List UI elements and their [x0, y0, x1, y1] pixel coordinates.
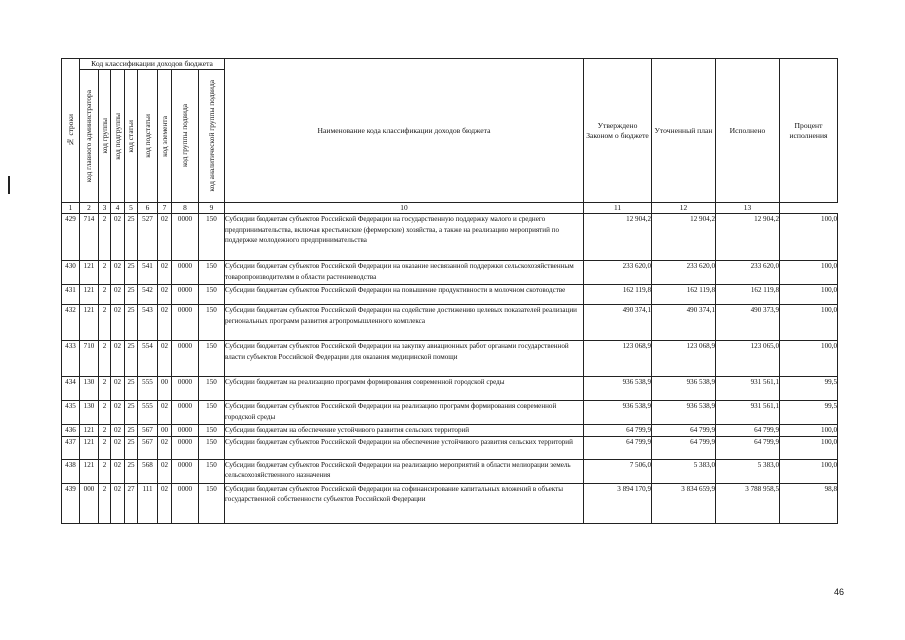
cell-el: 00	[158, 377, 172, 401]
cell-st: 25	[125, 425, 138, 437]
cell-el: 02	[158, 341, 172, 377]
cell-el: 02	[158, 483, 172, 523]
name-header: Наименование кода классификации доходов бюджета	[225, 59, 584, 203]
cell-refined: 233 620,0	[652, 261, 716, 285]
col-number: 6	[138, 203, 158, 214]
cell-a: 121	[80, 285, 99, 305]
cell-g: 2	[99, 214, 111, 261]
cell-executed: 123 065,0	[716, 341, 780, 377]
subtype-group-code-header	[172, 70, 199, 203]
cell-sg: 02	[111, 436, 125, 459]
cell-an: 150	[199, 436, 225, 459]
analytic-group-code-header	[199, 70, 225, 203]
cell-pct: 100,0	[780, 459, 838, 483]
cell-approved: 12 904,2	[584, 214, 652, 261]
group-code-header	[99, 70, 111, 203]
cell-name: Субсидии бюджетам субъектов Российской Федерации на повышение продуктивности в молочном скотоводстве	[225, 285, 584, 305]
table-row	[62, 436, 838, 459]
cell-sub: 0000	[172, 341, 199, 377]
cell-g: 2	[99, 425, 111, 437]
cell-st: 25	[125, 341, 138, 377]
cell-el: 02	[158, 214, 172, 261]
cell-g: 2	[99, 377, 111, 401]
cell-executed: 931 561,1	[716, 377, 780, 401]
subarticle-code-header	[138, 70, 158, 203]
admin-code-header	[80, 70, 99, 203]
cell-approved: 490 374,1	[584, 305, 652, 341]
cell-executed: 233 620,0	[716, 261, 780, 285]
element-code-label: код элемента	[159, 115, 169, 157]
admin-code-label: код главного администратора	[84, 89, 94, 183]
cell-executed: 12 904,2	[716, 214, 780, 261]
cell-approved: 7 506,0	[584, 459, 652, 483]
cell-a: 000	[80, 483, 99, 523]
budget-revenue-table	[61, 58, 838, 524]
table-row	[62, 459, 838, 483]
table-row	[62, 305, 838, 341]
cell-approved: 64 799,9	[584, 425, 652, 437]
cell-a: 130	[80, 401, 99, 425]
cell-an: 150	[199, 261, 225, 285]
cell-sg: 02	[111, 341, 125, 377]
cell-refined: 3 834 659,9	[652, 483, 716, 523]
article-code-label: код статьи	[126, 119, 136, 153]
cell-sub: 0000	[172, 425, 199, 437]
cell-pct: 99,5	[780, 401, 838, 425]
cell-n: 429	[62, 214, 80, 261]
col-number: 3	[99, 203, 111, 214]
cell-name: Субсидии бюджетам субъектов Российской Федерации на реализацию программ формирования современной городской среды	[225, 401, 584, 425]
cell-sg: 02	[111, 425, 125, 437]
col-number: 10	[225, 203, 584, 214]
cell-name: Субсидии бюджетам на обеспечение устойчивого развития сельских территорий	[225, 425, 584, 437]
cell-an: 150	[199, 285, 225, 305]
cell-name: Субсидии бюджетам субъектов Российской Федерации на закупку авиационных работ органами государственной власти субъектов Российской Федерации для оказания медицинской помощи	[225, 341, 584, 377]
cell-sub: 0000	[172, 377, 199, 401]
cell-executed: 64 799,9	[716, 436, 780, 459]
cell-name: Субсидии бюджетам субъектов Российской Федерации на реализацию мероприятий в области мелиорации земель сельскохозяйственного назначения	[225, 459, 584, 483]
cell-g: 2	[99, 483, 111, 523]
cell-ss: 541	[138, 261, 158, 285]
cell-executed: 3 788 958,5	[716, 483, 780, 523]
table-row	[62, 377, 838, 401]
article-code-header	[125, 70, 138, 203]
executed-header: Исполнено	[716, 59, 780, 203]
cell-sg: 02	[111, 305, 125, 341]
cell-el: 00	[158, 425, 172, 437]
cell-refined: 64 799,9	[652, 436, 716, 459]
cell-an: 150	[199, 305, 225, 341]
cell-ss: 555	[138, 377, 158, 401]
cell-ss: 568	[138, 459, 158, 483]
cell-name: Субсидии бюджетам субъектов Российской Федерации на софинансирование капитальных вложений в объекты государственной собственности субъектов Российской Федерации	[225, 483, 584, 523]
row-number-header	[62, 59, 80, 203]
table-row	[62, 425, 838, 437]
cell-sub: 0000	[172, 285, 199, 305]
cell-approved: 936 538,9	[584, 377, 652, 401]
cell-el: 02	[158, 459, 172, 483]
col-number: 9	[199, 203, 225, 214]
table-row	[62, 261, 838, 285]
cell-n: 432	[62, 305, 80, 341]
cell-st: 25	[125, 285, 138, 305]
percent-header: Процент исполнения	[780, 59, 838, 203]
group-code-label: код группы	[99, 118, 109, 154]
cell-an: 150	[199, 459, 225, 483]
cell-st: 25	[125, 261, 138, 285]
cell-st: 25	[125, 377, 138, 401]
table-row	[62, 401, 838, 425]
cell-sub: 0000	[172, 436, 199, 459]
cell-pct: 100,0	[780, 305, 838, 341]
cell-a: 130	[80, 377, 99, 401]
cell-ss: 554	[138, 341, 158, 377]
col-number: 13	[716, 203, 780, 214]
cell-a: 121	[80, 425, 99, 437]
cell-approved: 233 620,0	[584, 261, 652, 285]
table-row	[62, 214, 838, 261]
cell-a: 121	[80, 459, 99, 483]
cell-n: 435	[62, 401, 80, 425]
table-row	[62, 341, 838, 377]
cell-refined: 5 383,0	[652, 459, 716, 483]
cell-sub: 0000	[172, 261, 199, 285]
cell-a: 121	[80, 436, 99, 459]
page-number: 46	[834, 587, 845, 597]
cell-ss: 527	[138, 214, 158, 261]
col-number: 4	[111, 203, 125, 214]
cell-sg: 02	[111, 401, 125, 425]
cell-el: 02	[158, 436, 172, 459]
cell-refined: 64 799,9	[652, 425, 716, 437]
col-number: 7	[158, 203, 172, 214]
cell-refined: 162 119,8	[652, 285, 716, 305]
cell-g: 2	[99, 285, 111, 305]
cell-an: 150	[199, 214, 225, 261]
cell-sub: 0000	[172, 401, 199, 425]
cell-approved: 3 894 170,9	[584, 483, 652, 523]
col-number: 2	[80, 203, 99, 214]
cell-st: 25	[125, 305, 138, 341]
table-row	[62, 483, 838, 523]
cell-sg: 02	[111, 377, 125, 401]
cell-sg: 02	[111, 483, 125, 523]
cell-sg: 02	[111, 285, 125, 305]
scan-edge-mark	[8, 176, 10, 194]
subtype-group-code-label: код группы подвида	[180, 104, 190, 168]
cell-g: 2	[99, 305, 111, 341]
cell-pct: 100,0	[780, 261, 838, 285]
cell-executed: 64 799,9	[716, 425, 780, 437]
cell-name: Субсидии бюджетам субъектов Российской Федерации на государственную поддержку малого и среднего предпринимательства, включая крестьянские (фермерские) хозяйства, а также на реализацию мероприятий по поддержке молодежного предпринимательства	[225, 214, 584, 261]
cell-ss: 542	[138, 285, 158, 305]
cell-executed: 5 383,0	[716, 459, 780, 483]
cell-a: 121	[80, 261, 99, 285]
subarticle-code-label: код подстатьи	[142, 114, 152, 158]
col-number: 11	[584, 203, 652, 214]
cell-st: 25	[125, 401, 138, 425]
cell-sub: 0000	[172, 459, 199, 483]
cell-executed: 490 373,9	[716, 305, 780, 341]
subgroup-code-label: код подгруппы	[112, 112, 122, 160]
cell-approved: 162 119,8	[584, 285, 652, 305]
cell-n: 433	[62, 341, 80, 377]
cell-n: 437	[62, 436, 80, 459]
col-number: 5	[125, 203, 138, 214]
cell-ss: 555	[138, 401, 158, 425]
cell-name: Субсидии бюджетам субъектов Российской Федерации на содействие достижению целевых показателей реализации региональных программ развития агропромышленного комплекса	[225, 305, 584, 341]
cell-an: 150	[199, 377, 225, 401]
cell-pct: 100,0	[780, 341, 838, 377]
col-number: 8	[172, 203, 199, 214]
cell-sub: 0000	[172, 214, 199, 261]
cell-n: 430	[62, 261, 80, 285]
cell-g: 2	[99, 401, 111, 425]
cell-approved: 936 538,9	[584, 401, 652, 425]
cell-ss: 111	[138, 483, 158, 523]
classification-code-group-header: Код классификации доходов бюджета	[80, 59, 225, 70]
row-number-header-label: № строки	[65, 114, 75, 147]
cell-st: 25	[125, 214, 138, 261]
analytic-group-code-label: код аналитической группы подвида	[206, 80, 216, 192]
cell-refined: 936 538,9	[652, 377, 716, 401]
cell-an: 150	[199, 425, 225, 437]
cell-el: 02	[158, 305, 172, 341]
cell-st: 27	[125, 483, 138, 523]
column-number-row	[62, 203, 838, 214]
cell-st: 25	[125, 459, 138, 483]
col-number: 1	[62, 203, 80, 214]
cell-approved: 64 799,9	[584, 436, 652, 459]
cell-sg: 02	[111, 459, 125, 483]
table-row	[62, 285, 838, 305]
cell-n: 436	[62, 425, 80, 437]
cell-pct: 100,0	[780, 285, 838, 305]
cell-an: 150	[199, 401, 225, 425]
cell-g: 2	[99, 459, 111, 483]
cell-sg: 02	[111, 261, 125, 285]
cell-el: 02	[158, 261, 172, 285]
cell-n: 438	[62, 459, 80, 483]
cell-refined: 123 068,9	[652, 341, 716, 377]
cell-el: 02	[158, 285, 172, 305]
cell-pct: 98,8	[780, 483, 838, 523]
cell-sg: 02	[111, 214, 125, 261]
element-code-header	[158, 70, 172, 203]
approved-header: Утверждено Законом о бюджете	[584, 59, 652, 203]
cell-name: Субсидии бюджетам субъектов Российской Федерации на обеспечение устойчивого развития сельских территорий	[225, 436, 584, 459]
subgroup-code-header	[111, 70, 125, 203]
cell-approved: 123 068,9	[584, 341, 652, 377]
cell-ss: 567	[138, 425, 158, 437]
cell-refined: 936 538,9	[652, 401, 716, 425]
cell-pct: 100,0	[780, 425, 838, 437]
cell-g: 2	[99, 261, 111, 285]
cell-ss: 567	[138, 436, 158, 459]
cell-n: 431	[62, 285, 80, 305]
cell-g: 2	[99, 436, 111, 459]
cell-an: 150	[199, 483, 225, 523]
cell-an: 150	[199, 341, 225, 377]
cell-executed: 162 119,8	[716, 285, 780, 305]
cell-executed: 931 561,1	[716, 401, 780, 425]
cell-refined: 12 904,2	[652, 214, 716, 261]
cell-a: 121	[80, 305, 99, 341]
cell-pct: 100,0	[780, 436, 838, 459]
refined-plan-header: Уточненный план	[652, 59, 716, 203]
cell-pct: 100,0	[780, 214, 838, 261]
cell-ss: 543	[138, 305, 158, 341]
cell-n: 434	[62, 377, 80, 401]
cell-name: Субсидии бюджетам субъектов Российской Федерации на оказание несвязанной поддержки сельскохозяйственным товаропроизводителям в области растениеводства	[225, 261, 584, 285]
cell-refined: 490 374,1	[652, 305, 716, 341]
cell-sub: 0000	[172, 305, 199, 341]
col-number: 12	[652, 203, 716, 214]
cell-a: 710	[80, 341, 99, 377]
cell-g: 2	[99, 341, 111, 377]
cell-sub: 0000	[172, 483, 199, 523]
cell-pct: 99,5	[780, 377, 838, 401]
cell-el: 02	[158, 401, 172, 425]
cell-n: 439	[62, 483, 80, 523]
cell-a: 714	[80, 214, 99, 261]
cell-name: Субсидии бюджетам на реализацию программ формирования современной городской среды	[225, 377, 584, 401]
cell-st: 25	[125, 436, 138, 459]
